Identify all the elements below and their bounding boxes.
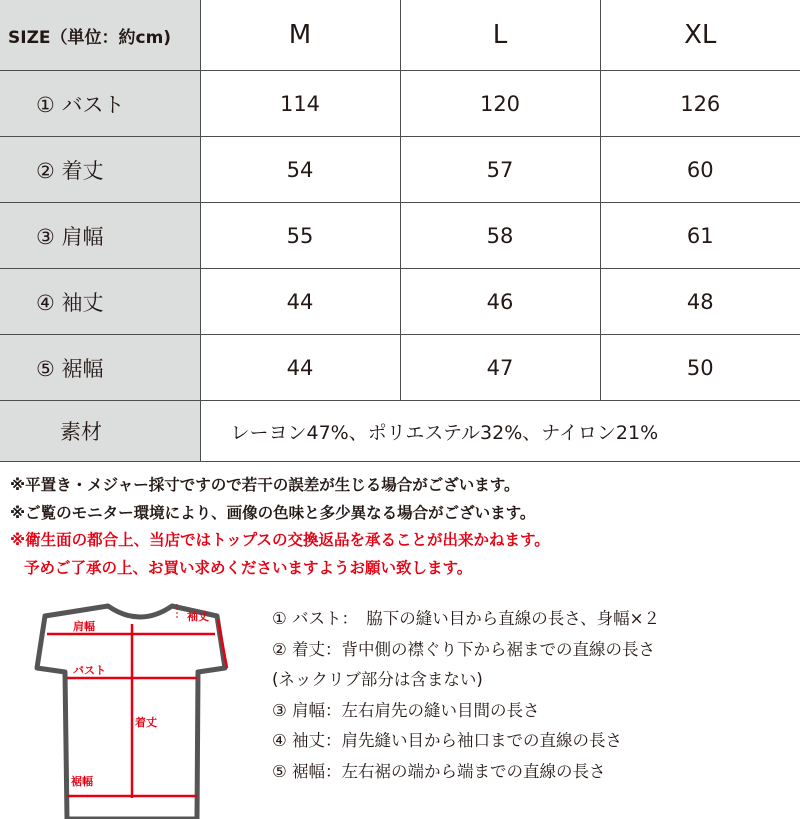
sleeve-m: 44 (200, 269, 400, 335)
note-measurement: ※平置き・メジャー採寸ですので若干の誤差が生じる場合がございます。 (10, 476, 520, 494)
legend-bust: ① バスト： 脇下の縫い目から直線の長さ、身幅×２ (272, 609, 660, 628)
length-xl: 60 (600, 137, 800, 203)
bust-xl: 126 (600, 71, 800, 137)
table-row (0, 71, 800, 137)
legend-hem: ⑤ 裾幅：左右裾の端から端までの直線の長さ (272, 761, 606, 781)
row-label-hem: ⑤ 裾幅 (0, 335, 200, 401)
length-l: 57 (400, 137, 600, 203)
row-label-shoulder: ③ 肩幅 (0, 203, 200, 269)
sleeve-l: 46 (400, 269, 600, 335)
hem-xl: 50 (600, 335, 800, 401)
material-row (0, 401, 800, 462)
size-unit-label: SIZE（単位：約cm) (0, 0, 200, 71)
measurement-legend (272, 604, 660, 787)
notes (10, 472, 550, 582)
bust-l: 120 (400, 71, 600, 137)
label-hem: 裾幅 (71, 775, 93, 788)
legend-shoulder: ③ 肩幅：左右肩先の縫い目間の長さ (272, 700, 540, 720)
label-shoulder: 肩幅 (73, 620, 95, 633)
length-m: 54 (200, 137, 400, 203)
label-length: 着丈 (135, 716, 157, 729)
legend-sleeve: ④ 袖丈：肩先縫い目から袖口までの直線の長さ (272, 731, 623, 750)
bust-m: 114 (200, 71, 400, 137)
table-row (0, 335, 800, 401)
warning-acknowledge: 予めご了承の上、お買い求めくださいますようお願い致します。 (24, 558, 473, 577)
size-m: M (200, 0, 400, 71)
shoulder-m: 55 (200, 203, 400, 269)
hem-l: 47 (400, 335, 600, 401)
material-label: 素材 (0, 401, 200, 462)
material-value: レーヨン47%、ポリエステル32%、ナイロン21% (200, 401, 800, 462)
tshirt-diagram (25, 598, 265, 819)
shoulder-l: 58 (400, 203, 600, 269)
label-sleeve: 袖丈 (187, 610, 209, 623)
row-label-bust: ① バスト (0, 71, 200, 137)
hem-m: 44 (200, 335, 400, 401)
row-label-sleeve: ④ 袖丈 (0, 269, 200, 335)
size-xl: XL (600, 0, 800, 71)
legend-length: ② 着丈：背中側の襟ぐり下から裾までの直線の長さ (272, 639, 656, 659)
sleeve-xl: 48 (600, 269, 800, 335)
warning-no-returns: ※衛生面の都合上、当店ではトップスの交換返品を承ることが出来かねます。 (10, 531, 550, 549)
note-monitor: ※ご覧のモニター環境により、画像の色味と多少異なる場合がございます。 (10, 503, 536, 522)
row-label-length: ② 着丈 (0, 137, 200, 203)
table-row (0, 269, 800, 335)
size-l: L (400, 0, 600, 71)
shoulder-xl: 61 (600, 203, 800, 269)
label-bust: バスト (73, 664, 106, 677)
legend-length-note: (ネックリブ部分は含まない) (272, 670, 483, 689)
header-row (0, 0, 800, 71)
table-row (0, 137, 800, 203)
table-row (0, 203, 800, 269)
